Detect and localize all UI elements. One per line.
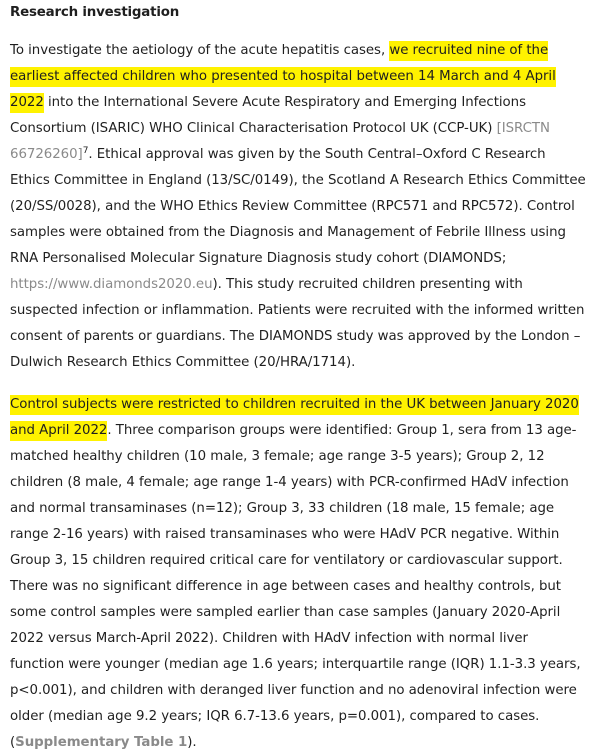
text-run: To investigate the aetiology of the acute hepatitis cases,: [10, 43, 390, 58]
text-run: (: [10, 735, 16, 750]
text-line: [10, 116, 586, 142]
paragraph-methods: [10, 38, 586, 376]
text-line: function were younger (median age 1.6 years; interquartile range (IQR) 1.1-3.3 years,: [10, 657, 581, 672]
text-run: . Three comparison groups were identified: Group 1, sera from 13 age-: [107, 423, 577, 438]
text-line: [10, 418, 581, 444]
text-line: range 2-16 years) with raised transaminases who were HAdV PCR negative. Within: [10, 527, 560, 542]
text-line: consent of parents or guardians. The DIAMONDS study was approved by the London –: [10, 329, 581, 344]
text-run: . Ethical approval was given by the South Central–Oxford C Research: [88, 147, 546, 162]
isrctn-link[interactable]: [ISRCTN: [496, 121, 550, 136]
isrctn-link[interactable]: 66726260]: [10, 147, 83, 162]
text-line: matched healthy children (10 male, 3 female; age range 3-5 years); Group 2, 12: [10, 449, 545, 464]
text-line: some control samples were sampled earlier than case samples (January 2020-April: [10, 605, 561, 620]
text-line: samples were obtained from the Diagnosis and Management of Febrile Illness using: [10, 225, 566, 240]
text-line: Ethics Committee in England (13/SC/0149), the Scotland A Research Ethics Committee: [10, 173, 586, 188]
paragraph-controls: [10, 392, 581, 756]
text-line: and normal transaminases (n=12); Group 3, 33 children (18 male, 15 female; age: [10, 501, 555, 516]
supplementary-table-link[interactable]: Supplementary Table 1: [15, 735, 188, 750]
text-line: 2022 versus March-April 2022). Children with HAdV infection with normal liver: [10, 631, 528, 646]
text-line: p<0.001), and children with deranged liver function and no adenoviral infection were: [10, 683, 577, 698]
text-run: into the International Severe Acute Respiratory and Emerging Infections: [43, 95, 526, 110]
text-line: suspected infection or inflammation. Patients were recruited with the informed written: [10, 303, 585, 318]
section-heading: Research investigation: [10, 5, 180, 20]
highlighted-text: earliest affected children who presented to hospital between 14 March and 4 April: [10, 67, 556, 87]
text-line: [10, 730, 581, 756]
text-line: (20/SS/0028), and the WHO Ethics Review Committee (RPC571 and RPC572). Control: [10, 199, 575, 214]
text-line: [10, 142, 586, 168]
text-line: [10, 64, 586, 90]
text-line: There was no significant difference in age between cases and healthy controls, but: [10, 579, 561, 594]
diamonds-url-link[interactable]: https://www.diamonds2020.eu: [10, 277, 213, 292]
highlighted-text: we recruited nine of the: [389, 41, 548, 61]
highlighted-text: 2022: [10, 93, 44, 113]
highlighted-text: and April 2022: [10, 421, 107, 441]
text-line: older (median age 9.2 years; IQR 6.7-13.6 years, p=0.001), compared to cases.: [10, 709, 540, 724]
text-line: RNA Personalised Molecular Signature Diagnosis study cohort (DIAMONDS;: [10, 251, 507, 266]
text-run: ).: [187, 735, 197, 750]
text-line: Group 3, 15 children required critical care for ventilatory or cardiovascular support.: [10, 553, 563, 568]
highlighted-text: Control subjects were restricted to children recruited in the UK between January 2020: [10, 395, 579, 415]
text-run: Consortium (ISARIC) WHO Clinical Characterisation Protocol UK (CCP-UK): [10, 121, 497, 136]
text-run: ). This study recruited children presenting with: [212, 277, 523, 292]
text-line: children (8 male, 4 female; age range 1-4 years) with PCR-confirmed HAdV infection: [10, 475, 569, 490]
text-line: [10, 90, 586, 116]
text-line: [10, 38, 586, 64]
text-line: [10, 272, 586, 298]
text-line: [10, 392, 581, 418]
citation-superscript[interactable]: 7: [82, 146, 89, 156]
text-line: Dulwich Research Ethics Committee (20/HRA/1714).: [10, 355, 356, 370]
